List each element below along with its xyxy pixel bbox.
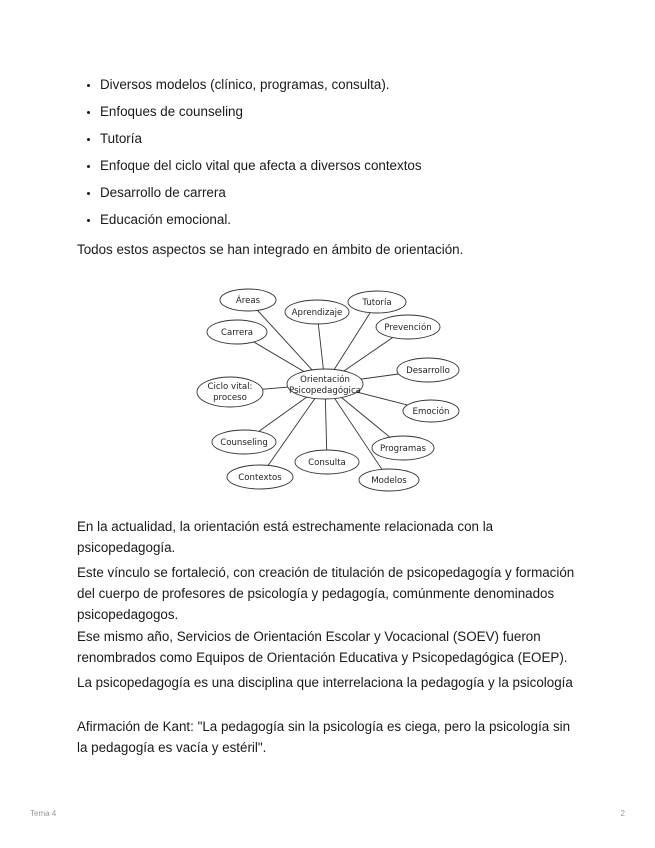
paragraph-2: Este vínculo se fortaleció, con creación de titulación de psicopedagogía y formación del cuerpo de profesores de psicología y pedagogía, comúnmente denominados psicopedagogos. [77, 565, 575, 622]
node-label: Counseling [220, 438, 268, 448]
center-label-line1: Orientación [300, 375, 350, 385]
node-label: Desarrollo [406, 366, 450, 376]
node-label: Aprendizaje [291, 308, 343, 318]
node-label: Ciclo vital: [207, 382, 253, 392]
paragraph-3: Ese mismo año, Servicios de Orientación Escolar y Vocacional (SOEV) fueron renombrados como Equipos de Orientación Educativa y Psicopedagógica (EOEP). [77, 629, 568, 665]
footer-section-label: Tema 4 [30, 809, 57, 818]
node-label: Contextos [238, 473, 282, 483]
bullet-item: • Desarrollo de carrera [100, 184, 600, 202]
footer-page-number: 2 [620, 809, 625, 818]
node-label: Carrera [220, 328, 254, 338]
node-label: Modelos [371, 476, 407, 486]
bullet-item: • Educación emocional. [100, 211, 600, 229]
bullet-item: • Tutoría [100, 130, 600, 148]
bullet-item: • Enfoques de counseling [100, 103, 600, 121]
bullet-list [80, 76, 600, 238]
node-label: proceso [213, 393, 247, 403]
paragraph-5: Afirmación de Kant: "La pedagogía sin la psicología es ciega, pero la psicología sin la pedagogía es vacía y estéril". [77, 719, 571, 755]
node-label: Emoción [412, 407, 450, 417]
node-label: Programas [379, 444, 427, 454]
node-label: Consulta [308, 458, 346, 468]
bullet-item: • Diversos modelos (clínico, programas, consulta). [100, 76, 600, 94]
paragraph-1: En la actualidad, la orientación está estrechamente relacionada con la psicopedagogía. [77, 519, 494, 555]
center-label-line2: Psicopedagógica [289, 386, 361, 396]
node-label: Áreas [235, 296, 261, 306]
bullet-item: • Enfoque del ciclo vital que afecta a diversos contextos [100, 157, 600, 175]
intro-paragraph: Todos estos aspectos se han integrado en ámbito de orientación. [77, 242, 464, 257]
node-label: Tutoría [362, 298, 392, 308]
orientation-concept-diagram [190, 282, 460, 494]
paragraph-4: La psicopedagogía es una disciplina que interrelaciona la pedagogía y la psicología [77, 675, 573, 690]
node-label: Prevención [384, 323, 432, 333]
